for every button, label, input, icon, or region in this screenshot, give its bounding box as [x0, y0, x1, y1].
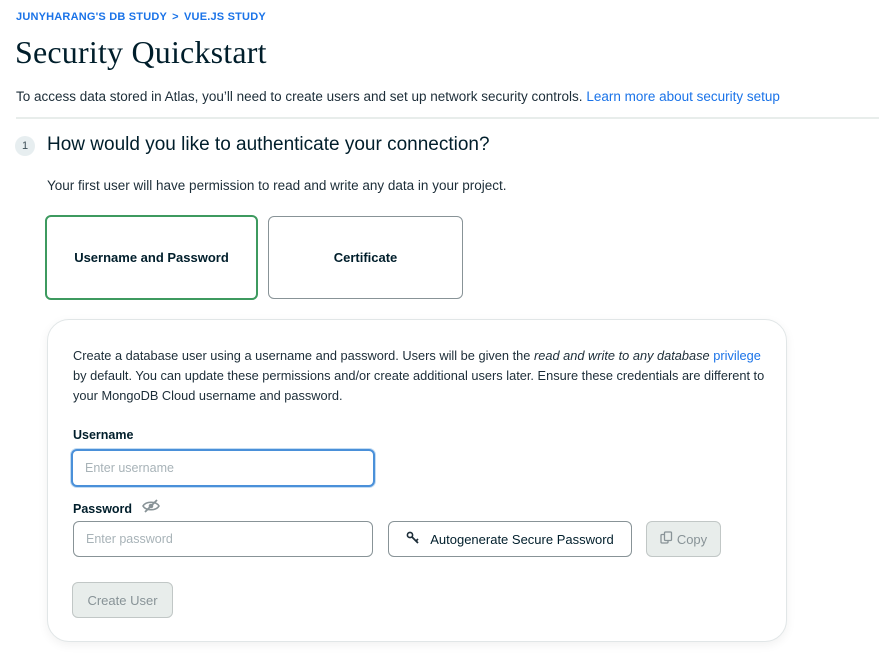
- step-title: How would you like to authenticate your connection?: [47, 134, 490, 155]
- form-desc-part1: Create a database user using a username and password. Users will be given the: [73, 348, 534, 363]
- eye-slash-icon[interactable]: [142, 499, 160, 513]
- username-label: Username: [73, 428, 134, 442]
- key-icon: [406, 531, 420, 548]
- password-label: Password: [73, 502, 133, 516]
- security-setup-link[interactable]: Learn more about security setup: [586, 89, 780, 104]
- auth-option-label: Certificate: [333, 250, 398, 265]
- intro-description: To access data stored in Atlas, you’ll need to create users and set up network security controls.: [16, 89, 583, 104]
- breadcrumb-project-link[interactable]: VUE.JS STUDY: [184, 11, 266, 23]
- username-input[interactable]: [71, 449, 375, 487]
- auth-option-label: Username and Password: [74, 250, 229, 265]
- form-description: [73, 346, 773, 406]
- copy-password-button[interactable]: [646, 521, 721, 557]
- autogenerate-password-button[interactable]: [388, 521, 632, 557]
- autogenerate-label: Autogenerate Secure Password: [430, 531, 614, 547]
- copy-icon: [660, 531, 673, 547]
- intro-text: [16, 89, 780, 104]
- breadcrumb-org-link[interactable]: JUNYHARANG'S DB STUDY: [16, 11, 167, 23]
- create-user-form: [47, 319, 787, 642]
- auth-option-certificate[interactable]: [268, 216, 463, 299]
- privilege-link[interactable]: privilege: [713, 348, 761, 363]
- create-user-button[interactable]: [72, 582, 173, 618]
- breadcrumb-separator: >: [172, 11, 179, 23]
- step-description: Your first user will have permission to read and write any data in your project.: [47, 178, 507, 193]
- page-title: Security Quickstart: [15, 34, 267, 70]
- auth-option-username-password[interactable]: [45, 215, 258, 300]
- copy-label: Copy: [676, 531, 708, 547]
- section-divider: [16, 117, 879, 119]
- step-number-badge: 1: [15, 136, 35, 156]
- password-input[interactable]: [73, 521, 373, 557]
- breadcrumb: [16, 11, 266, 23]
- form-desc-italic: read and write to any database: [533, 348, 710, 363]
- create-user-label: Create User: [87, 592, 158, 608]
- form-desc-part2: by default. You can update these permissions and/or create additional users later. Ensure these credentials are different to your MongoDB Cloud username and password.: [73, 368, 765, 403]
